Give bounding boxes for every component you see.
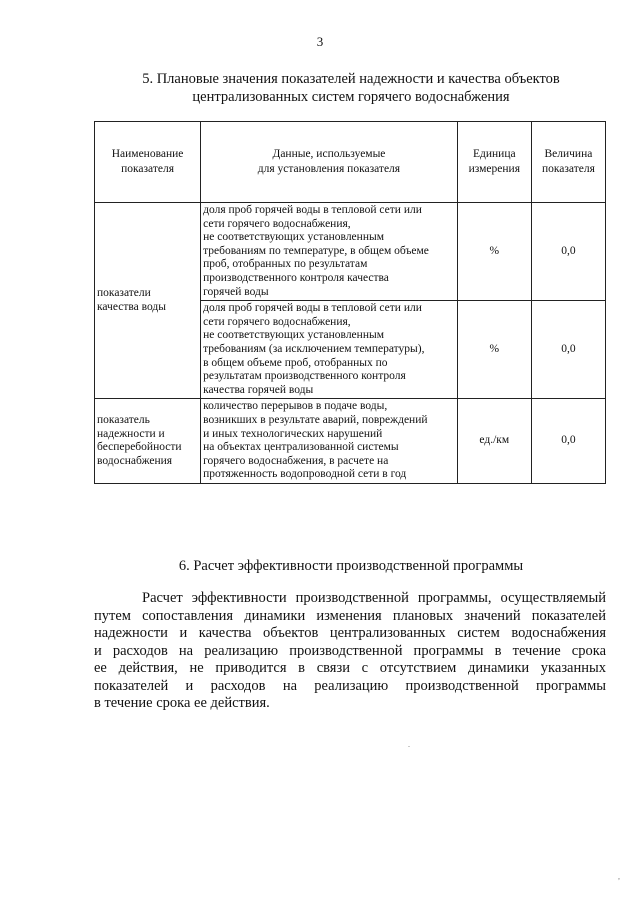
header-value (531, 122, 605, 203)
data-text: на объектах централизованной системы (203, 441, 399, 454)
data-text: возникших в результате аварий, повреждений (203, 413, 428, 426)
section-5-title (95, 70, 607, 106)
section-5-title-line: централизованных систем горячего водоснабжения (192, 89, 510, 105)
indicator-name-text: водоснабжения (97, 454, 173, 467)
efficiency-paragraph (94, 590, 606, 713)
section-6-title: 6. Расчет эффективности производственной программы (178, 558, 524, 574)
scan-speck: , (618, 872, 620, 881)
section-5-title-line: 5. Плановые значения показателей надежности и качества объектов (142, 71, 560, 87)
unit-cell: % (457, 301, 531, 399)
data-text: количество перерывов в подаче воды, (203, 400, 388, 413)
data-text: требованиям (за исключением температуры), (203, 342, 425, 355)
data-text: результатам производственного контроля (203, 370, 406, 383)
data-text: в общем объеме проб, отобранных по (203, 356, 388, 369)
paragraph-line: и расходов на реализацию производственной программы в течение срока (94, 642, 606, 659)
data-text: проб, отобранных по результатам (203, 258, 368, 271)
data-text: требованиям по температуре, в общем объеме (203, 244, 429, 257)
header-text: Величина (544, 148, 593, 160)
data-text: сети горячего водоснабжения, (203, 315, 351, 328)
table-header-row (95, 122, 606, 203)
table-row (95, 399, 606, 484)
value-cell: 0,0 (531, 203, 605, 301)
data-text: доля проб горячей воды в тепловой сети или (203, 204, 422, 216)
data-text: не соответствующих установленным (203, 329, 384, 342)
table-row (95, 203, 606, 301)
header-text: показателя (541, 163, 595, 175)
header-text: для установления показателя (257, 163, 401, 175)
header-unit (457, 122, 531, 203)
scan-speck: . (408, 740, 410, 749)
header-text: Наименование (111, 148, 184, 160)
paragraph-line: путем сопоставления динамики изменения плановых значений показателей (94, 607, 606, 624)
unit-cell: ед./км (457, 399, 531, 484)
data-cell (201, 399, 458, 484)
data-text: доля проб горячей воды в тепловой сети или (203, 302, 422, 315)
paragraph-line: надежности и качества объектов централизованных систем водоснабжения (94, 625, 606, 641)
header-text: Данные, используемые (272, 148, 386, 160)
indicator-name-cell (95, 203, 201, 399)
indicator-name-cell (95, 399, 201, 484)
data-cell (201, 301, 458, 399)
paragraph-line: ее действия, не приводится в связи с отсутствием динамики указанных (94, 660, 606, 676)
paragraph-line: Расчет эффективности производственной программы, осуществляемый (142, 590, 606, 606)
indicator-name-text: качества воды (97, 300, 166, 313)
data-text: качества горячей воды (203, 383, 314, 396)
data-text: сети горячего водоснабжения, (203, 217, 351, 230)
header-text: показателя (121, 163, 175, 175)
value-cell: 0,0 (531, 399, 605, 484)
indicator-name-text: бесперебойности (97, 441, 182, 454)
indicator-name-text: надежности и (97, 427, 165, 440)
data-text: производственного контроля качества (203, 271, 389, 284)
paragraph-line: в течение срока ее действия. (94, 695, 270, 711)
data-text: горячего водоснабжения, в расчете на (203, 454, 389, 467)
data-cell (201, 203, 458, 301)
data-text: протяженность водопроводной сети в год (203, 468, 407, 481)
data-text: и иных технологических нарушений (203, 427, 383, 440)
header-text: измерения (468, 163, 520, 175)
indicator-name-text: показатель (97, 413, 150, 426)
header-text: Единица (472, 148, 516, 160)
paragraph-line: показателей и расходов на реализацию производственной программы (94, 677, 606, 694)
page-number: 3 (316, 34, 324, 49)
value-cell: 0,0 (531, 301, 605, 399)
header-data-used (201, 122, 458, 203)
indicator-name-text: показатели (97, 287, 151, 300)
unit-cell: % (457, 203, 531, 301)
data-text: горячей воды (203, 285, 269, 298)
indicators-table (94, 121, 606, 484)
header-indicator-name (95, 122, 201, 203)
data-text: не соответствующих установленным (203, 231, 384, 244)
